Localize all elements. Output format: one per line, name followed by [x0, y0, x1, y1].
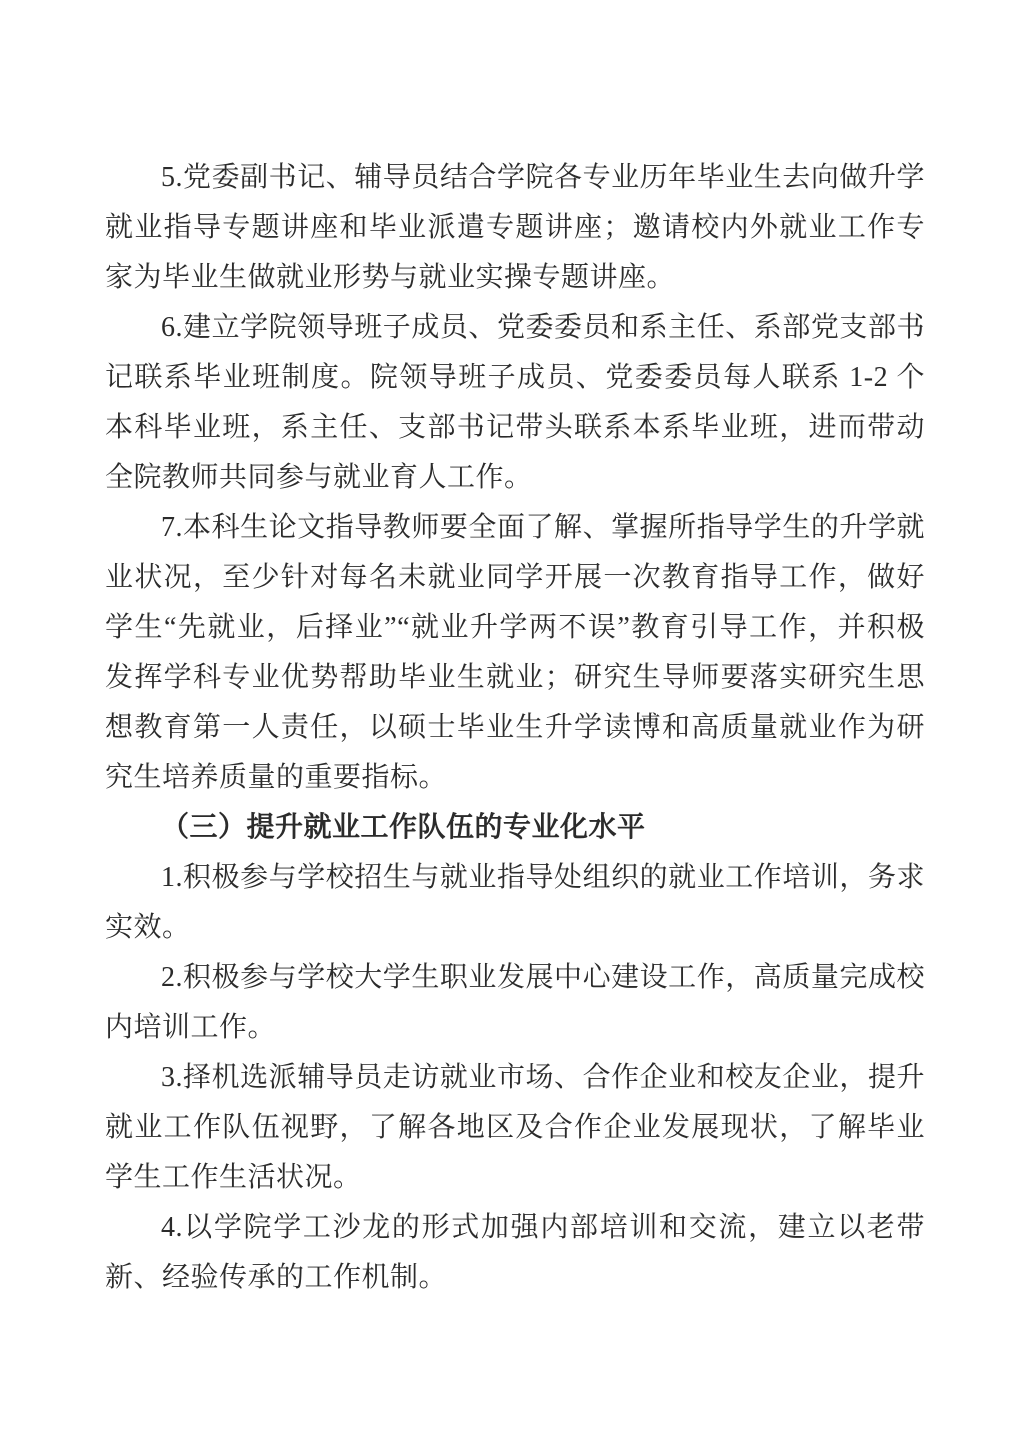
section-heading-three: （三）提升就业工作队伍的专业化水平 — [161, 812, 646, 843]
paragraph-item-7: 7.本科生论文指导教师要全面了解、掌握所指导学生的升学就业状况，至少针对每名未就业同学开展一次教育指导工作，做好学生“先就业，后择业”“就业升学两不误”教育引导工作，并积极发挥学科专业优势帮助毕业生就业；研究生导师要落实研究生思想教育第一人责任，以硕士毕业生升学读博和高质量就业作为研究生培养质量的重要指标。 — [105, 512, 925, 793]
document-body — [105, 153, 925, 1303]
paragraph-item-4: 4.以学院学工沙龙的形式加强内部培训和交流，建立以老带新、经验传承的工作机制。 — [105, 1212, 925, 1293]
paragraph-item-6: 6.建立学院领导班子成员、党委委员和系主任、系部党支部书记联系毕业班制度。院领导班子成员、党委委员每人联系 1-2 个本科毕业班，系主任、支部书记带头联系本系毕业班，进而带动全院教师共同参与就业育人工作。 — [105, 312, 925, 493]
paragraph-item-1: 1.积极参与学校招生与就业指导处组织的就业工作培训，务求实效。 — [105, 862, 925, 943]
paragraph-item-5: 5.党委副书记、辅导员结合学院各专业历年毕业生去向做升学就业指导专题讲座和毕业派遣专题讲座；邀请校内外就业工作专家为毕业生做就业形势与就业实操专题讲座。 — [105, 162, 925, 293]
paragraph-item-3: 3.择机选派辅导员走访就业市场、合作企业和校友企业，提升就业工作队伍视野，了解各地区及合作企业发展现状，了解毕业学生工作生活状况。 — [105, 1062, 925, 1193]
paragraph-item-2: 2.积极参与学校大学生职业发展中心建设工作，高质量完成校内培训工作。 — [105, 962, 925, 1043]
